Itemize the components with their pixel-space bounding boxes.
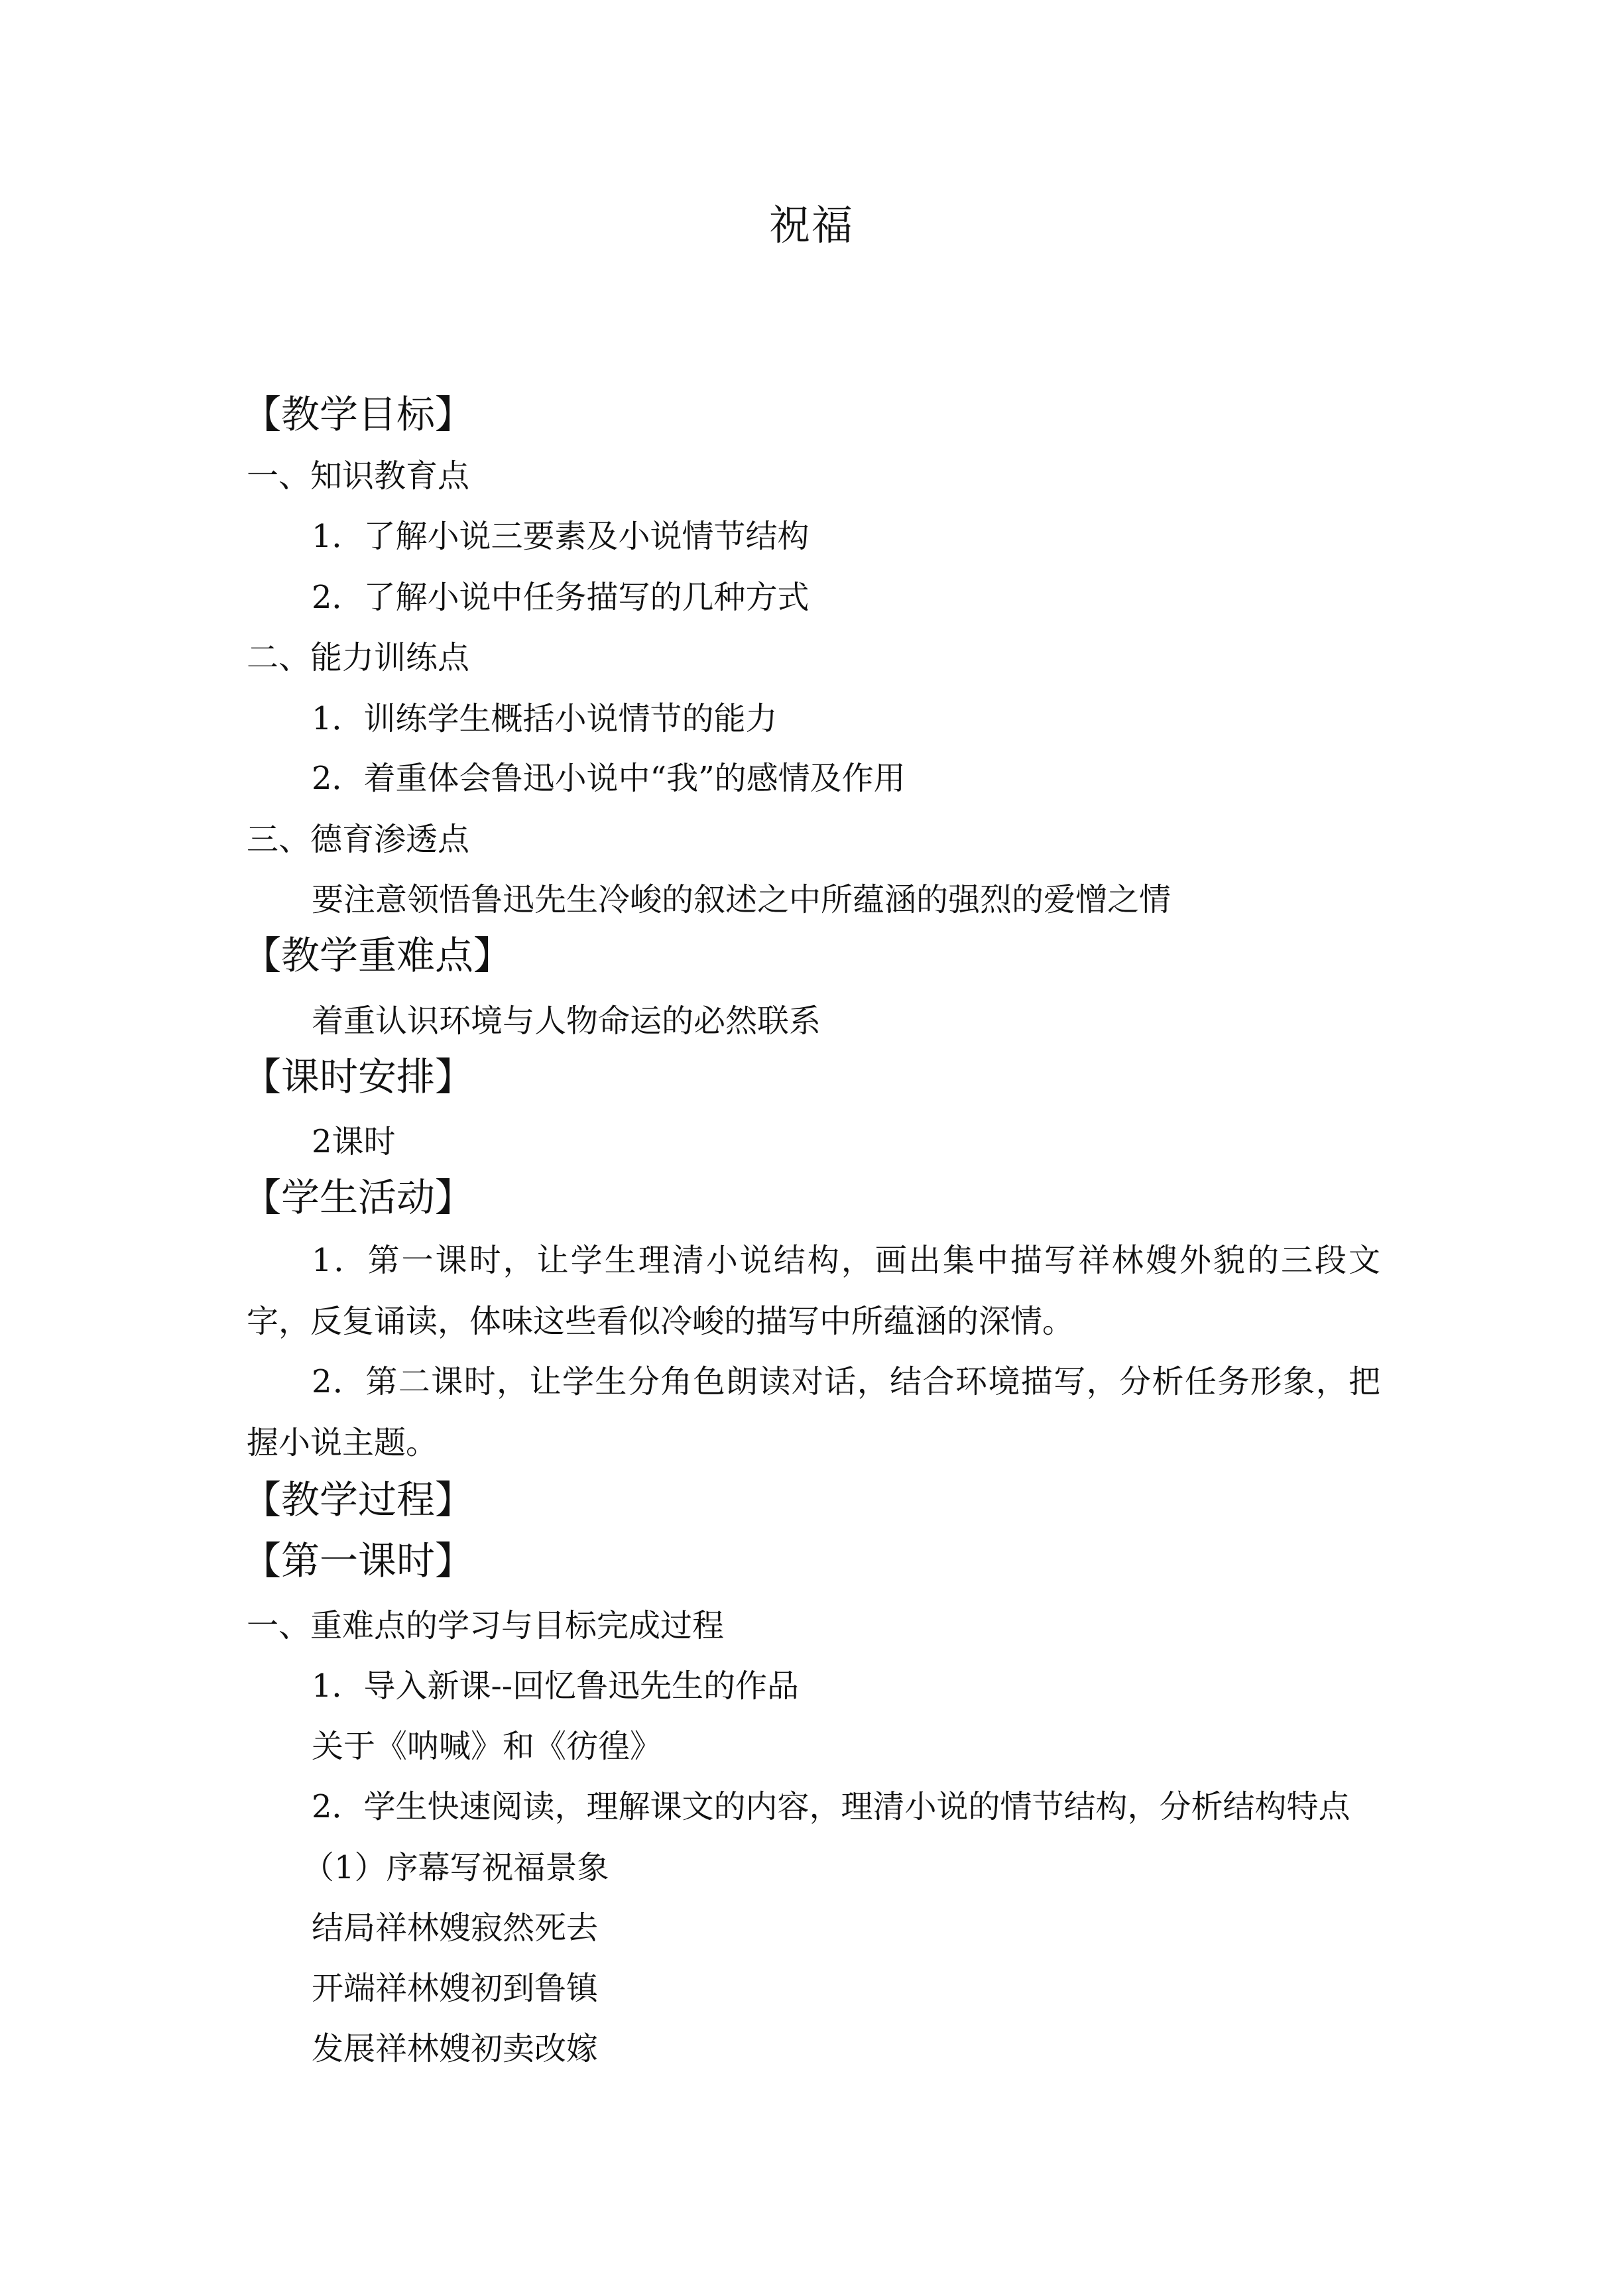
structure-item-1: （1）序幕写祝福景象: [302, 1849, 609, 1886]
structure-item-2: 结局祥林嫂寂然死去: [312, 1909, 599, 1947]
ability-item-2: 2．着重体会鲁迅小说中“我”的感情及作用: [312, 760, 906, 797]
schedule-item: 2课时: [312, 1123, 396, 1160]
schedule-heading: 【课时安排】: [243, 1054, 474, 1099]
process-heading: 【教学过程】: [243, 1477, 474, 1522]
objectives-heading: 【教学目标】: [243, 392, 474, 437]
process-point-1: 一、重难点的学习与目标完成过程: [247, 1607, 725, 1644]
knowledge-item-2: 2．了解小说中任务描写的几种方式: [312, 579, 810, 616]
document-title: 祝福: [768, 201, 854, 249]
key-difficult-item: 着重认识环境与人物命运的必然联系: [312, 1002, 821, 1040]
activities-heading: 【学生活动】: [243, 1175, 474, 1220]
process-item-1-note: 关于《呐喊》和《彷徨》: [312, 1728, 662, 1765]
activity-paragraph-1: 1．第一课时，让学生理清小说结构，画出集中描写祥林嫂外貌的三段文字，反复诵读，体味这些看似冷峻的描写中所蕴涵的深情。: [247, 1242, 1380, 1340]
moral-point: 三、德育渗透点: [247, 821, 470, 858]
structure-item-4: 发展祥林嫂初卖改嫁: [312, 2030, 599, 2067]
key-difficult-heading: 【教学重难点】: [243, 933, 512, 978]
activity-paragraph-2: 2．第二课时，让学生分角色朗读对话，结合环境描写，分析任务形象，把握小说主题。: [247, 1363, 1380, 1461]
process-item-1: 1．导入新课--回忆鲁迅先生的作品: [312, 1667, 799, 1705]
structure-item-3: 开端祥林嫂初到鲁镇: [312, 1970, 599, 2007]
ability-item-1: 1．训练学生概括小说情节的能力: [312, 700, 778, 737]
process-item-2: 2．学生快速阅读，理解课文的内容，理清小说的情节结构，分析结构特点: [312, 1788, 1351, 1825]
knowledge-item-1: 1．了解小说三要素及小说情节结构: [312, 518, 810, 555]
knowledge-point: 一、知识教育点: [247, 457, 470, 495]
moral-item: 要注意领悟鲁迅先生冷峻的叙述之中所蕴涵的强烈的爱憎之情: [312, 881, 1172, 918]
ability-point: 二、能力训练点: [247, 639, 470, 676]
first-lesson-heading: 【第一课时】: [243, 1538, 474, 1583]
